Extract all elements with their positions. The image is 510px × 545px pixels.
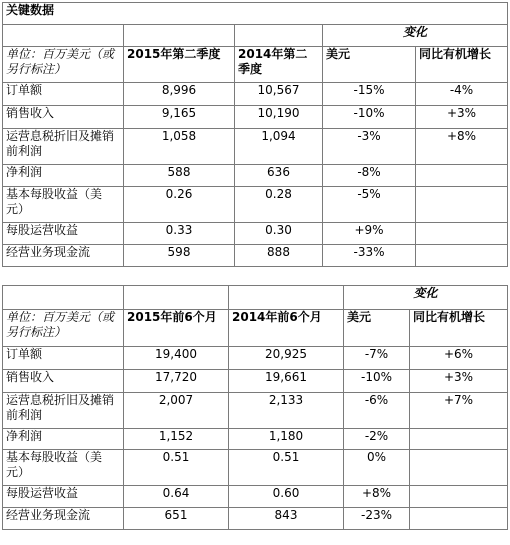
table-row (3, 187, 508, 223)
organic-growth (410, 508, 508, 530)
prior-value: 20,925 (229, 347, 344, 370)
header-blank-cell (124, 286, 229, 310)
table-row (3, 429, 508, 450)
col-usd-header: 美元 (323, 47, 416, 83)
current-value: 1,152 (124, 429, 229, 450)
col-organic-header: 同比有机增长 (410, 310, 508, 347)
row-label: 经营业务现金流 (3, 245, 124, 267)
col-usd-header: 美元 (344, 310, 410, 347)
current-value: 2,007 (124, 393, 229, 429)
row-label: 基本每股收益（美元） (3, 450, 124, 486)
usd-change: -33% (323, 245, 416, 267)
current-value: 0.26 (124, 187, 235, 223)
current-value: 1,058 (124, 129, 235, 165)
table-row (3, 165, 508, 187)
usd-change: +9% (323, 223, 416, 245)
organic-growth (416, 165, 508, 187)
usd-change: -10% (344, 370, 410, 393)
unit-label: 单位：百万美元（或另行标注） (3, 310, 124, 347)
row-label: 运营息税折旧及摊销前利润 (3, 393, 124, 429)
half-year-data-table (2, 285, 508, 530)
row-label: 净利润 (3, 165, 124, 187)
table-row (3, 223, 508, 245)
row-label: 每股运营收益 (3, 223, 124, 245)
usd-change: -15% (323, 83, 416, 106)
usd-change: -2% (344, 429, 410, 450)
usd-change: -8% (323, 165, 416, 187)
organic-growth: +8% (416, 129, 508, 165)
col-current-header: 2015年第二季度 (124, 47, 235, 83)
row-label: 订单额 (3, 83, 124, 106)
header-blank-cell (235, 25, 323, 47)
quarterly-data-table (2, 2, 508, 267)
row-label: 运营息税折旧及摊销前利润 (3, 129, 124, 165)
organic-growth: +3% (410, 370, 508, 393)
table-row (3, 245, 508, 267)
usd-change: +8% (344, 486, 410, 508)
prior-value: 636 (235, 165, 323, 187)
header-blank-cell (3, 25, 124, 47)
col-prior-header: 2014年前6个月 (229, 310, 344, 347)
organic-growth: +7% (410, 393, 508, 429)
usd-change: -23% (344, 508, 410, 530)
header-blank-cell (229, 286, 344, 310)
current-value: 0.51 (124, 450, 229, 486)
table-row (3, 347, 508, 370)
col-current-header: 2015年前6个月 (124, 310, 229, 347)
current-value: 0.33 (124, 223, 235, 245)
row-label: 基本每股收益（美元） (3, 187, 124, 223)
table-row (3, 106, 508, 129)
usd-change: -6% (344, 393, 410, 429)
organic-growth (410, 429, 508, 450)
current-value: 8,996 (124, 83, 235, 106)
prior-value: 2,133 (229, 393, 344, 429)
table-row (3, 83, 508, 106)
prior-value: 0.60 (229, 486, 344, 508)
change-header: 变化 (344, 286, 508, 310)
row-label: 经营业务现金流 (3, 508, 124, 530)
usd-change: -3% (323, 129, 416, 165)
organic-growth: -4% (416, 83, 508, 106)
usd-change: 0% (344, 450, 410, 486)
prior-value: 1,180 (229, 429, 344, 450)
table-row (3, 486, 508, 508)
current-value: 651 (124, 508, 229, 530)
row-label: 净利润 (3, 429, 124, 450)
section-title: 关键数据 (3, 3, 508, 25)
organic-growth (416, 245, 508, 267)
table-row (3, 450, 508, 486)
table-row (3, 129, 508, 165)
current-value: 17,720 (124, 370, 229, 393)
change-header: 变化 (323, 25, 508, 47)
row-label: 订单额 (3, 347, 124, 370)
prior-value: 888 (235, 245, 323, 267)
prior-value: 10,190 (235, 106, 323, 129)
col-organic-header: 同比有机增长 (416, 47, 508, 83)
table-row (3, 508, 508, 530)
organic-growth: +3% (416, 106, 508, 129)
organic-growth (410, 450, 508, 486)
prior-value: 19,661 (229, 370, 344, 393)
usd-change: -7% (344, 347, 410, 370)
organic-growth (416, 187, 508, 223)
row-label: 销售收入 (3, 370, 124, 393)
organic-growth (410, 486, 508, 508)
current-value: 588 (124, 165, 235, 187)
current-value: 19,400 (124, 347, 229, 370)
header-blank-cell (124, 25, 235, 47)
prior-value: 0.30 (235, 223, 323, 245)
prior-value: 0.51 (229, 450, 344, 486)
usd-change: -5% (323, 187, 416, 223)
row-label: 销售收入 (3, 106, 124, 129)
prior-value: 0.28 (235, 187, 323, 223)
row-label: 每股运营收益 (3, 486, 124, 508)
header-blank-cell (3, 286, 124, 310)
usd-change: -10% (323, 106, 416, 129)
organic-growth (416, 223, 508, 245)
prior-value: 1,094 (235, 129, 323, 165)
current-value: 9,165 (124, 106, 235, 129)
table-row (3, 370, 508, 393)
table-row (3, 393, 508, 429)
organic-growth: +6% (410, 347, 508, 370)
col-prior-header: 2014年第二季度 (235, 47, 323, 83)
prior-value: 843 (229, 508, 344, 530)
current-value: 0.64 (124, 486, 229, 508)
prior-value: 10,567 (235, 83, 323, 106)
current-value: 598 (124, 245, 235, 267)
unit-label: 单位：百万美元（或另行标注） (3, 47, 124, 83)
